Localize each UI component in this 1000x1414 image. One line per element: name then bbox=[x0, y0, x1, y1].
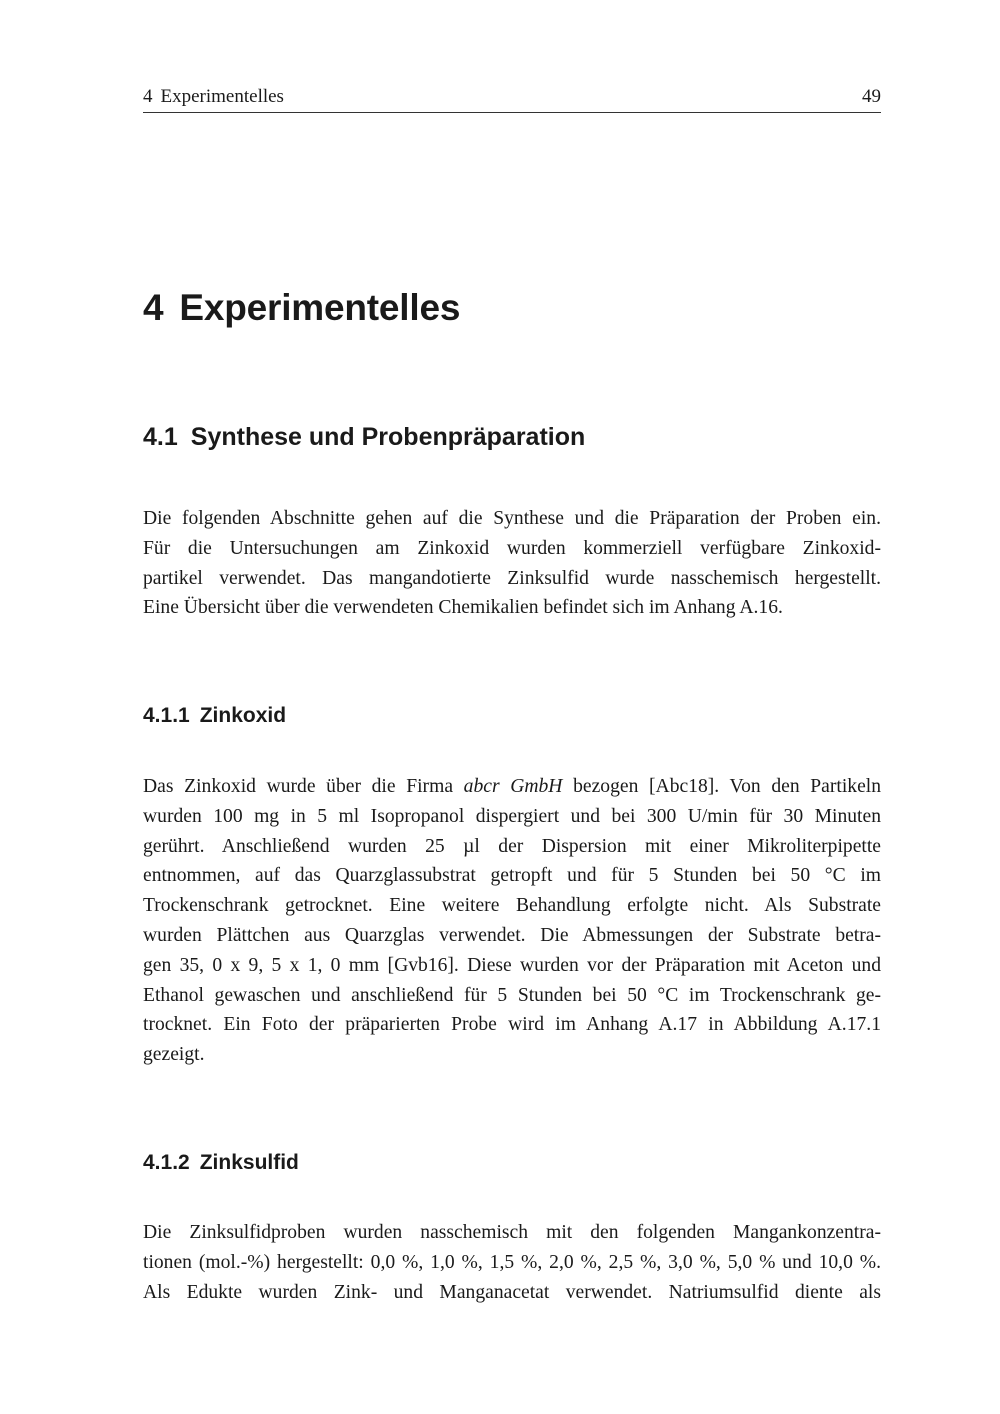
chapter-title: Experimentelles bbox=[179, 287, 461, 328]
paragraph-line: gen 35, 0 x 9, 5 x 1, 0 mm [Gvb16]. Diese wurden vor der Präparation mit Aceton und bbox=[143, 954, 881, 976]
line-text: Das Zinkoxid wurde über die Firma bbox=[143, 776, 464, 797]
chapter-number: 4 bbox=[143, 287, 164, 328]
paragraph-line: trocknet. Ein Foto der präparierten Probe wird im Anhang A.17 in Abbildung A.17.1 bbox=[143, 1014, 881, 1036]
section-title: Synthese und Probenpräparation bbox=[190, 423, 586, 451]
paragraph-line: tionen (mol.-%) hergestellt: 0,0 %, 1,0 %, 1,5 %, 2,0 %, 2,5 %, 3,0 %, 5,0 % und 10,0 %. bbox=[143, 1251, 881, 1273]
paragraph-line: gerührt. Anschließend wurden 25 µl der Dispersion mit einer Mikroliterpipette bbox=[143, 835, 881, 857]
section-heading bbox=[143, 420, 585, 454]
section-number: 4.1 bbox=[143, 423, 178, 451]
subsection-number: 4.1.2 bbox=[143, 1151, 190, 1174]
paragraph-line: Die Zinksulfidproben wurden nasschemisch mit den folgenden Mangankonzentra- bbox=[143, 1222, 881, 1243]
paragraph-line: wurden Plättchen aus Quarzglas verwendet. Die Abmessungen der Substrate betra- bbox=[143, 924, 881, 946]
paragraph-line: gezeigt. bbox=[143, 1044, 205, 1066]
paragraph-line: Eine Übersicht über die verwendeten Chemikalien befindet sich im Anhang A.16. bbox=[143, 597, 783, 619]
line-text: bezogen [Abc18]. Von den Partikeln bbox=[562, 776, 882, 797]
zinksulfid-paragraph bbox=[143, 1218, 881, 1307]
document-page bbox=[143, 0, 881, 1414]
subsection-title: Zinksulfid bbox=[199, 1151, 299, 1174]
paragraph-line: wurden 100 mg in 5 ml Isopropanol dispergiert und bei 300 U/min für 30 Minuten bbox=[143, 805, 881, 827]
paragraph-line: Für die Untersuchungen am Zinkoxid wurden kommerziell verfügbare Zinkoxid- bbox=[143, 537, 881, 559]
paragraph-line: partikel verwendet. Das mangandotierte Zinksulfid wurde nasschemisch hergestellt. bbox=[143, 567, 881, 589]
paragraph-line: Die folgenden Abschnitte gehen auf die Synthese und die Präparation der Proben ein. bbox=[143, 508, 881, 529]
running-header bbox=[143, 84, 881, 113]
paragraph-line: Ethanol gewaschen und anschließend für 5 Stunden bei 50 °C im Trockenschrank ge- bbox=[143, 984, 881, 1006]
running-header-title bbox=[143, 84, 284, 110]
subsection-heading-zinkoxid bbox=[143, 702, 286, 730]
page-number: 49 bbox=[862, 86, 881, 107]
paragraph-line: entnommen, auf das Quarzglassubstrat getropft und für 5 Stunden bei 50 °C im bbox=[143, 865, 881, 887]
company-name: abcr GmbH bbox=[463, 776, 563, 797]
subsection-title: Zinkoxid bbox=[199, 704, 287, 727]
running-header-chapter-title: Experimentelles bbox=[160, 86, 284, 107]
paragraph-line bbox=[143, 772, 881, 802]
section-intro-paragraph bbox=[143, 504, 881, 623]
zinkoxid-paragraph bbox=[143, 772, 881, 1070]
running-header-chapter-number: 4 bbox=[143, 86, 153, 107]
chapter-heading bbox=[143, 284, 460, 332]
subsection-heading-zinksulfid bbox=[143, 1149, 299, 1177]
paragraph-line: Als Edukte wurden Zink- und Manganacetat verwendet. Natriumsulfid diente als bbox=[143, 1281, 881, 1303]
paragraph-line: Trockenschrank getrocknet. Eine weitere Behandlung erfolgte nicht. Als Substrate bbox=[143, 895, 881, 917]
subsection-number: 4.1.1 bbox=[143, 704, 190, 727]
